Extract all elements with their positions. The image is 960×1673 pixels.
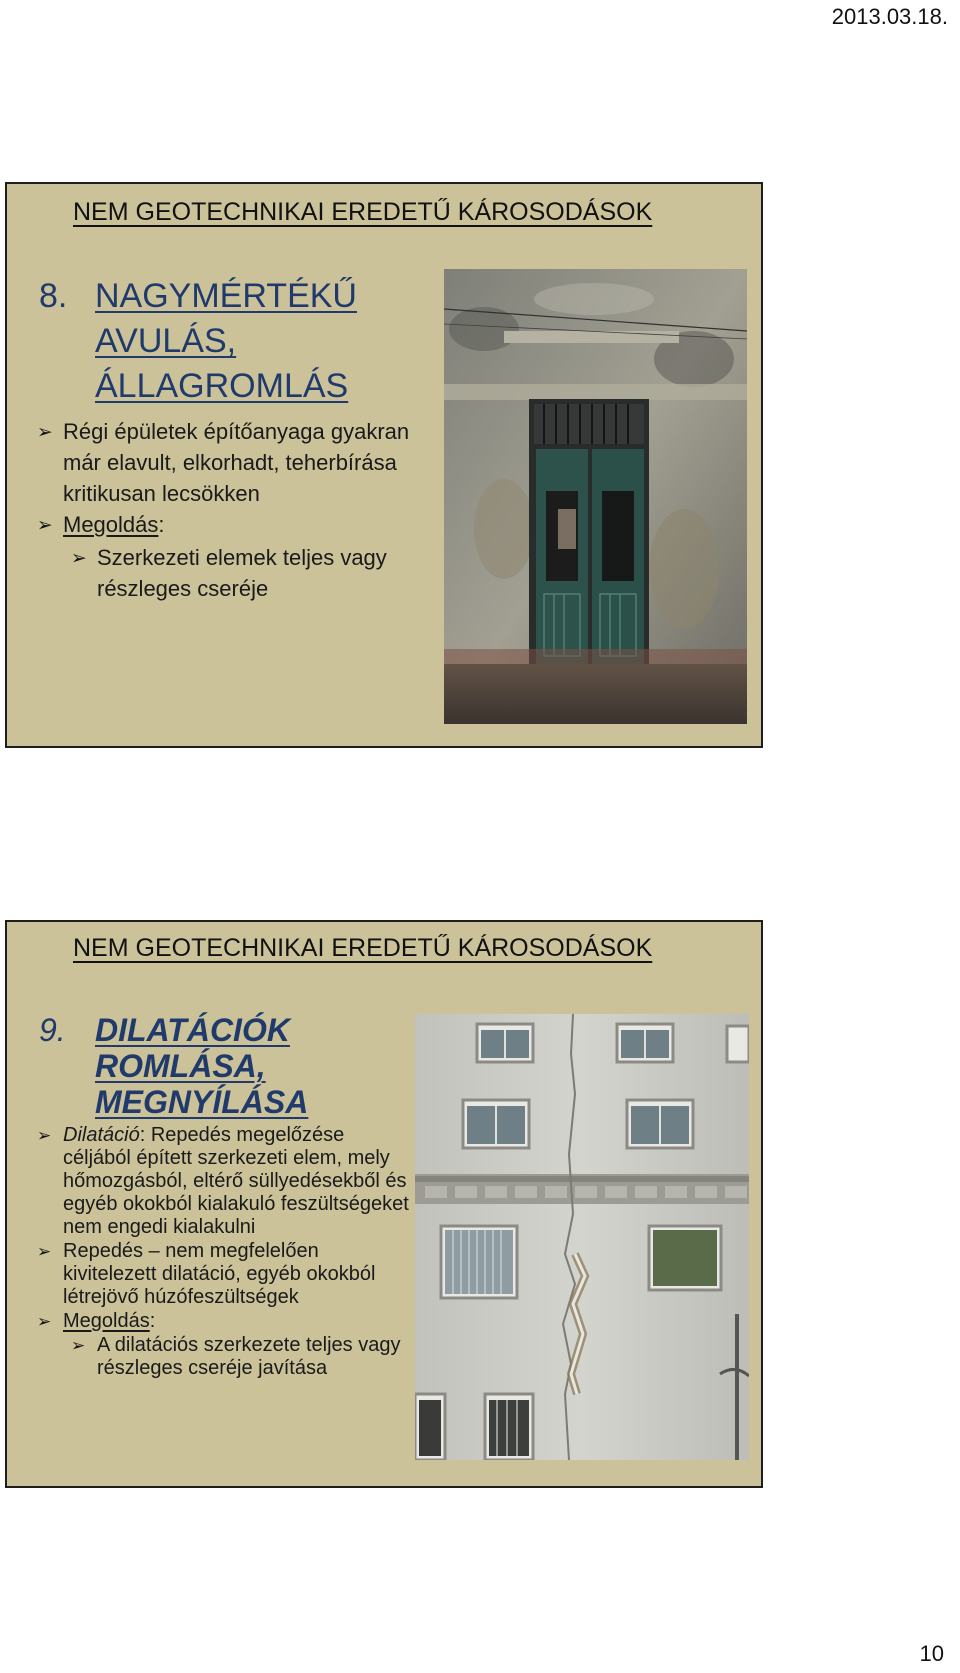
- bullet-list: [37, 416, 417, 604]
- arrow-bullet-icon: ➢: [71, 1336, 86, 1355]
- slide-expansion-joints: [5, 920, 763, 1488]
- heading-line-3: ÁLLAGROMLÁS: [95, 367, 349, 405]
- solution-label: Megoldás: [63, 1310, 150, 1332]
- heading-line-2: ROMLÁSA,: [95, 1048, 266, 1084]
- arrow-bullet-icon: ➢: [37, 1242, 52, 1261]
- solution-colon: :: [149, 1310, 156, 1332]
- solution-colon: :: [158, 512, 165, 537]
- heading-line-1: DILATÁCIÓK: [95, 1012, 290, 1048]
- list-item: [37, 1124, 417, 1239]
- term-dilatacio: Dilatáció: [63, 1124, 140, 1146]
- list-item: [71, 542, 417, 604]
- section-number: 9.: [39, 1012, 66, 1048]
- list-item: [37, 509, 417, 540]
- solution-label: Megoldás: [63, 512, 159, 537]
- bullet-text: Szerkezeti elemek teljes vagy részleges cseréje: [97, 545, 387, 601]
- list-item: [37, 1310, 417, 1333]
- slide-aging-deterioration: [5, 182, 763, 748]
- cracked-facade-photo: [415, 1014, 749, 1460]
- arrow-bullet-icon: ➢: [71, 547, 87, 568]
- bullet-text: A dilatációs szerkezete teljes vagy részleges cseréje javítása: [97, 1334, 401, 1379]
- heading-line-2: AVULÁS,: [95, 322, 237, 360]
- arrow-bullet-icon: ➢: [37, 1126, 52, 1145]
- slide-title: NEM GEOTECHNIKAI EREDETŰ KÁROSODÁSOK: [73, 934, 653, 962]
- slide-title: NEM GEOTECHNIKAI EREDETŰ KÁROSODÁSOK: [73, 198, 653, 226]
- arrow-bullet-icon: ➢: [37, 514, 53, 535]
- heading-line-1: NAGYMÉRTÉKŰ: [95, 277, 357, 315]
- bullet-text: Repedés – nem megfelelően kivitelezett dilatáció, egyéb okokból létrejövő húzófeszültségek: [63, 1240, 376, 1308]
- list-item: [71, 1334, 417, 1380]
- old-door-photo: [444, 269, 747, 724]
- section-heading: [39, 1012, 308, 1120]
- list-item: [37, 1240, 417, 1309]
- page-date: 2013.03.18.: [831, 4, 948, 29]
- section-number: 8.: [39, 277, 68, 315]
- arrow-bullet-icon: ➢: [37, 1312, 52, 1331]
- bullet-list: [37, 1124, 417, 1381]
- bullet-text: : Repedés megelőzése céljából épített szerkezeti elem, mely hőmozgásból, eltérő süllyedésekből és egyéb okokból kialakuló feszültségeket nem engedi kialakulni: [63, 1124, 409, 1238]
- section-heading: [39, 274, 357, 409]
- heading-line-3: MEGNYÍLÁSA: [95, 1084, 309, 1120]
- page-number: 10: [919, 1641, 944, 1666]
- list-item: [37, 416, 417, 509]
- bullet-text: Régi épületek építőanyaga gyakran már elavult, elkorhadt, teherbírása kritikusan lecsökken: [63, 419, 410, 506]
- arrow-bullet-icon: ➢: [37, 421, 53, 442]
